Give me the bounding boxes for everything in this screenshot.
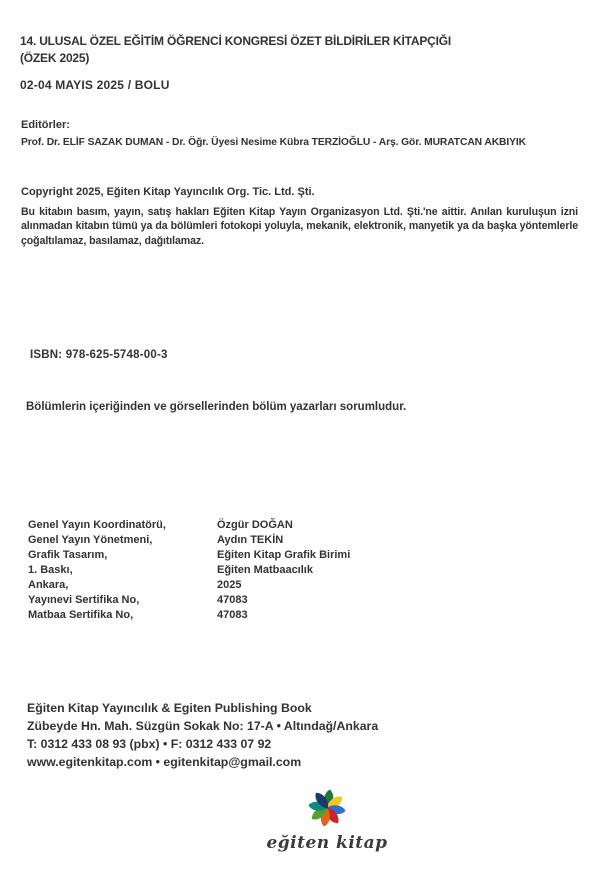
credit-value: Özgür DOĞAN (217, 519, 293, 531)
responsibility-note: Bölümlerin içeriğinden ve görsellerinden bölüm yazarları sorumludur. (26, 401, 407, 413)
editors-names: Prof. Dr. ELİF SAZAK DUMAN - Dr. Öğr. Üyesi Nesime Kübra TERZİOĞLU - Arş. Gör. MURATCAN AKBIYIK (21, 137, 527, 148)
copyright-paragraph: Bu kitabın basım, yayın, satış hakları Eğiten Kitap Yayın Organizasyon Ltd. Şti.'ne aittir. Anılan kuruluşun izni alınmadan kitabın tümü ya da bölümleri fotokopi yoluyla, mekanik, elektronik, manyetik ya da başka yöntemlerle çoğaltılamaz, basılamaz, dağıtılamaz. (21, 206, 578, 247)
credits-table (28, 518, 350, 623)
credit-label: Ankara, (28, 579, 69, 591)
credit-label: Genel Yayın Koordinatörü, (28, 519, 166, 531)
credit-value: 2025 (217, 579, 242, 591)
credit-value: 47083 (217, 609, 248, 621)
event-date-location: 02-04 MAYIS 2025 / BOLU (20, 78, 170, 92)
credit-label: Grafik Tasarım, (28, 549, 108, 561)
publisher-contact-block (27, 699, 378, 771)
credit-label: Matbaa Sertifika No, (28, 609, 134, 621)
book-title-line1: 14. ULUSAL ÖZEL EĞİTİM ÖĞRENCİ KONGRESİ ÖZET BİLDİRİLER KİTAPÇIĞI (20, 34, 452, 48)
copyright-statement: Copyright 2025, Eğiten Kitap Yayıncılık Org. Tic. Ltd. Şti. (21, 186, 315, 198)
isbn: ISBN: 978-625-5748-00-3 (30, 349, 168, 361)
credit-value: Eğiten Matbaacılık (217, 564, 313, 576)
credit-label: 1. Baskı, (28, 564, 73, 576)
editors-label: Editörler: (21, 119, 70, 131)
publisher-name: Eğiten Kitap Yayıncılık & Egiten Publishing Book (27, 701, 312, 715)
publisher-address: Zübeyde Hn. Mah. Süzgün Sokak No: 17-A • Altındağ/Ankara (27, 719, 379, 733)
publisher-logo-text: eğiten kitap (266, 833, 388, 853)
pinwheel-logo-icon (302, 781, 352, 835)
credit-value: 47083 (217, 594, 248, 606)
credit-value: Aydın TEKİN (217, 534, 284, 546)
book-title (20, 33, 451, 67)
publisher-web-email: www.egitenkitap.com • egitenkitap@gmail.com (27, 755, 302, 769)
publisher-phones: T: 0312 433 08 93 (pbx) • F: 0312 433 07 92 (27, 737, 272, 751)
book-title-line2: (ÖZEK 2025) (20, 51, 90, 65)
credit-label: Genel Yayın Yönetmeni, (28, 534, 153, 546)
publisher-logo (302, 781, 352, 835)
credit-label: Yayınevi Sertifika No, (28, 594, 140, 606)
credit-value: Eğiten Kitap Grafik Birimi (217, 549, 351, 561)
